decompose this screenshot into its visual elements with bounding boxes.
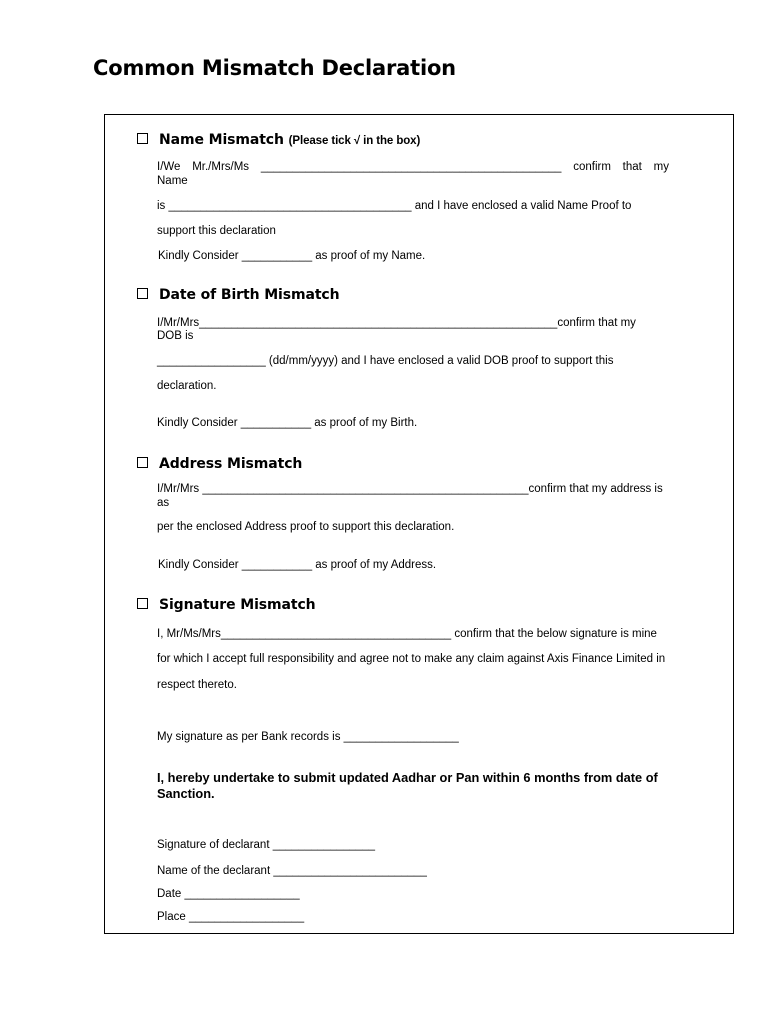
undertaking-statement: I, hereby undertake to submit updated Aadhar or Pan within 6 months from date of Sanction. bbox=[157, 770, 658, 801]
date-field: Date __________________ bbox=[157, 888, 300, 900]
name-line-3: support this declaration bbox=[157, 225, 276, 237]
address-line-1-wrap: as bbox=[157, 497, 170, 509]
tick-instruction: (Please tick √ in the box) bbox=[288, 135, 421, 147]
address-mismatch-checkbox[interactable] bbox=[137, 457, 148, 468]
signature-of-declarant: Signature of declarant ________________ bbox=[157, 839, 376, 851]
address-line-3: Kindly Consider ___________ as proof of my Address. bbox=[158, 559, 437, 571]
signature-line-2: for which I accept full responsibility and agree not to make any claim against Axis Finance Limited in bbox=[157, 653, 666, 665]
signature-line-3: respect thereto. bbox=[157, 679, 237, 691]
dob-line-2: _________________ (dd/mm/yyyy) and I have enclosed a valid DOB proof to support this bbox=[157, 355, 614, 367]
address-line-2: per the enclosed Address proof to support this declaration. bbox=[157, 521, 455, 533]
signature-line-1: I, Mr/Ms/Mrs____________________________________ confirm that the below signature is mine bbox=[157, 628, 657, 640]
signature-mismatch-title: Signature Mismatch bbox=[159, 597, 316, 613]
address-line-1: I/Mr/Mrs ___________________________________________________confirm that my address is bbox=[157, 483, 663, 495]
name-mismatch-heading bbox=[137, 132, 420, 148]
name-line-4: Kindly Consider ___________ as proof of my Name. bbox=[158, 250, 426, 262]
dob-line-3: declaration. bbox=[157, 380, 217, 392]
signature-mismatch-checkbox[interactable] bbox=[137, 598, 148, 609]
declaration-form bbox=[104, 114, 734, 934]
address-mismatch-heading bbox=[137, 456, 302, 472]
name-line-1-wrap: Name bbox=[157, 175, 188, 187]
name-mismatch-title: Name Mismatch bbox=[159, 132, 284, 148]
dob-mismatch-heading bbox=[137, 287, 339, 303]
page-title: Common Mismatch Declaration bbox=[93, 56, 456, 80]
name-of-declarant: Name of the declarant ________________________ bbox=[157, 865, 427, 877]
name-mismatch-checkbox[interactable] bbox=[137, 133, 148, 144]
signature-line-4: My signature as per Bank records is __________________ bbox=[157, 731, 459, 743]
dob-line-1-wrap: DOB is bbox=[157, 330, 194, 342]
address-mismatch-title: Address Mismatch bbox=[159, 456, 303, 472]
place-field: Place __________________ bbox=[157, 911, 305, 923]
dob-mismatch-checkbox[interactable] bbox=[137, 288, 148, 299]
name-line-1: I/We Mr./Mrs/Ms _______________________________________________ confirm that my bbox=[157, 161, 669, 173]
dob-line-4: Kindly Consider ___________ as proof of my Birth. bbox=[157, 417, 418, 429]
dob-mismatch-title: Date of Birth Mismatch bbox=[159, 287, 340, 303]
name-line-2: is ______________________________________ and I have enclosed a valid Name Proof to bbox=[157, 200, 632, 212]
signature-mismatch-heading bbox=[137, 597, 316, 613]
dob-line-1: I/Mr/Mrs________________________________________________________confirm that my bbox=[157, 317, 636, 329]
